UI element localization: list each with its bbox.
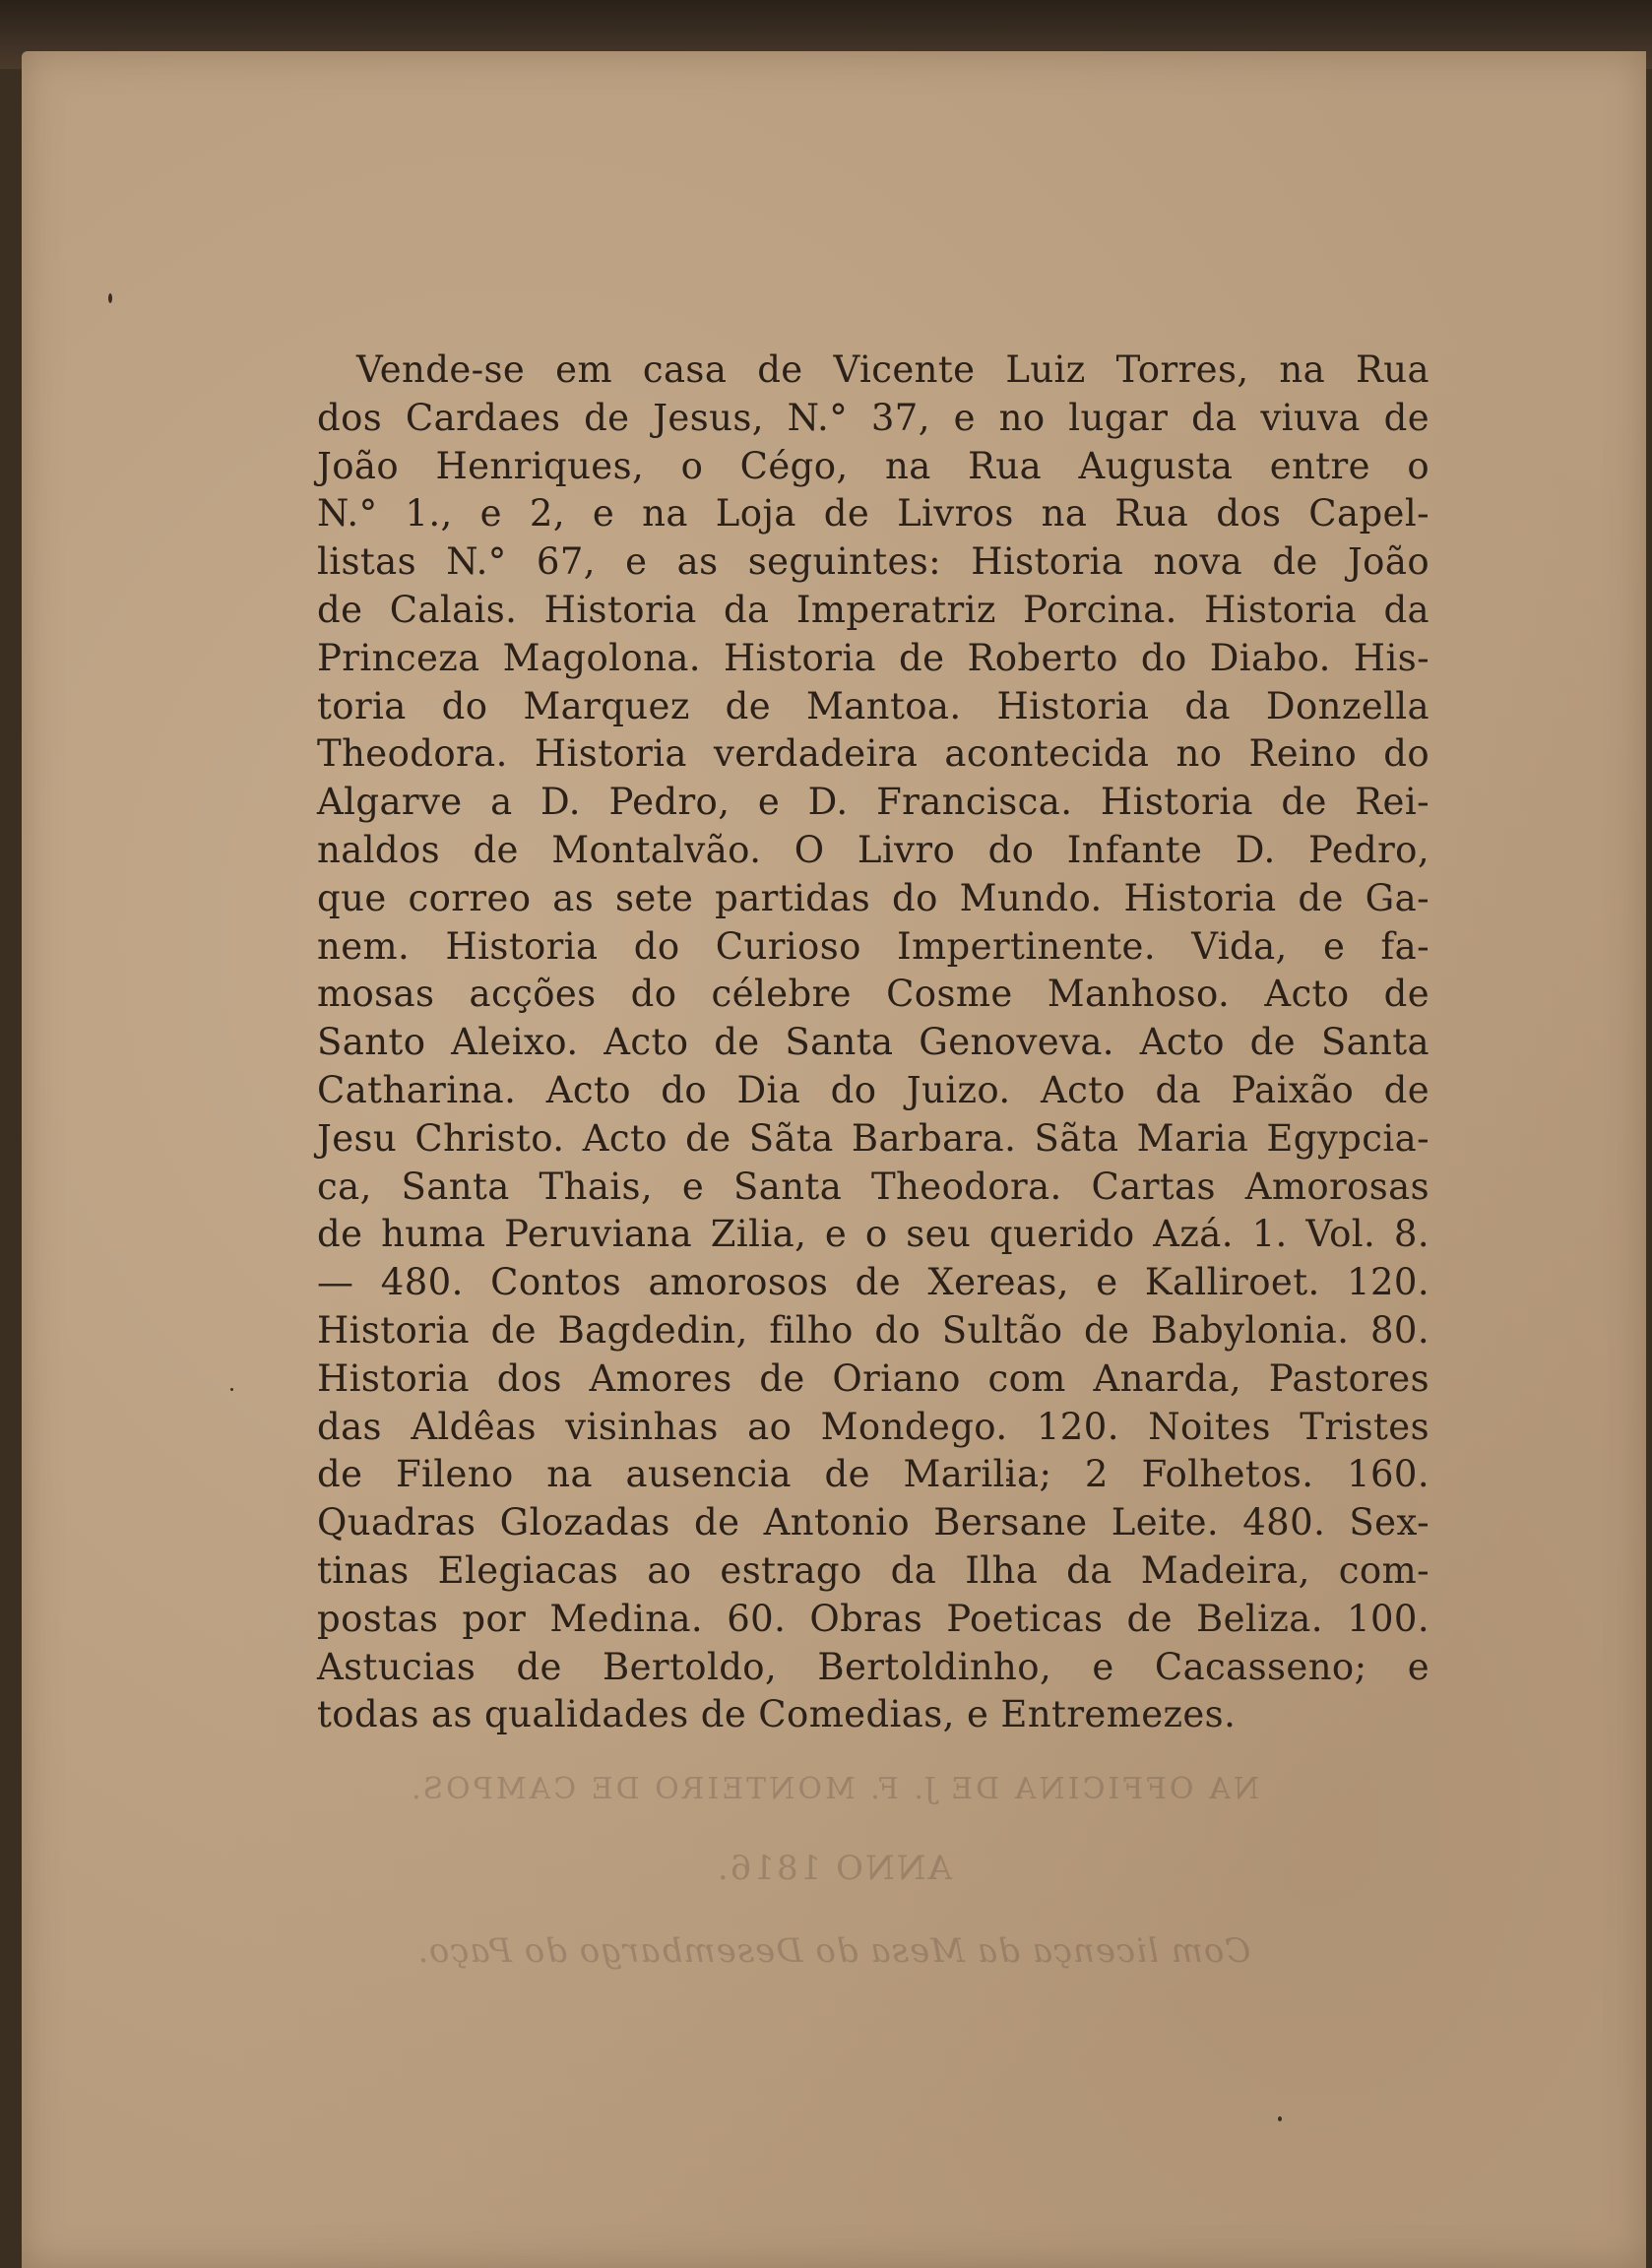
text-line: de huma Peruviana Zilia, e o seu querido Azá. 1. Vol. 8. xyxy=(317,1213,1430,1256)
text-line: mosas acções do célebre Cosme Manhoso. Acto de xyxy=(317,973,1430,1016)
bleed-through-imprint: NA OFFICINA DE J. F. MONTEIRO DE CAMPOS. xyxy=(409,1772,1259,1806)
text-line: Historia de Bagdedin, filho do Sultão de Babylonia. 80. xyxy=(317,1308,1430,1352)
text-line: Astucias de Bertoldo, Bertoldinho, e Cacasseno; e xyxy=(317,1645,1430,1688)
text-line: Vende-se em casa de Vicente Luiz Torres, na Rua xyxy=(356,348,1430,391)
text-line: Historia dos Amores de Oriano com Anarda, Pastores xyxy=(317,1356,1430,1400)
text-line: listas N.° 67, e as seguintes: Historia nova de João xyxy=(317,540,1430,584)
text-line: dos Cardaes de Jesus, N.° 37, e no lugar da viuva de xyxy=(317,396,1430,439)
advertisement-text xyxy=(317,346,1430,1739)
ink-speck xyxy=(108,293,112,303)
text-line: nem. Historia do Curioso Impertinente. Vida, e fa- xyxy=(317,924,1430,968)
text-line: Algarve a D. Pedro, e D. Francisca. Historia de Rei- xyxy=(317,781,1430,824)
text-line: ca, Santa Thais, e Santa Theodora. Cartas Amorosas xyxy=(317,1165,1430,1208)
text-line: naldos de Montalvão. O Livro do Infante D. Pedro, xyxy=(317,828,1430,871)
text-line: de Calais. Historia da Imperatriz Porcina. Historia da xyxy=(317,588,1430,631)
bleed-through-year: ANNO 1816. xyxy=(715,1849,953,1888)
ink-speck xyxy=(1278,2116,1282,2121)
text-line: tinas Elegiacas ao estrago da Ilha da Madeira, com- xyxy=(317,1548,1430,1592)
text-line: postas por Medina. 60. Obras Poeticas de Beliza. 100. xyxy=(317,1597,1430,1640)
text-line: das Aldêas visinhas ao Mondego. 120. Noites Tristes xyxy=(317,1405,1430,1448)
text-line: todas as qualidades de Comedias, e Entremezes. xyxy=(317,1693,1237,1736)
text-line: Princeza Magolona. Historia de Roberto do Diabo. His- xyxy=(317,636,1430,679)
text-line: Quadras Glozadas de Antonio Bersane Leite. 480. Sex- xyxy=(317,1501,1430,1544)
text-line: toria do Marquez de Mantoa. Historia da Donzella xyxy=(317,684,1430,727)
text-line: João Henriques, o Cégo, na Rua Augusta entre o xyxy=(317,444,1430,487)
text-line: Catharina. Acto do Dia do Juizo. Acto da Paixão de xyxy=(317,1068,1430,1111)
text-line: de Fileno na ausencia de Marilia; 2 Folhetos. 160. xyxy=(317,1453,1430,1496)
text-line: que correo as sete partidas do Mundo. Historia de Ga- xyxy=(317,876,1430,919)
text-line: Jesu Christo. Acto de Sãta Barbara. Sãta Maria Egypcia- xyxy=(317,1116,1430,1160)
text-line: Santo Aleixo. Acto de Santa Genoveva. Acto de Santa xyxy=(317,1021,1430,1064)
bleed-through-licence: Com licença da Mesa do Desembargo do Paço. xyxy=(416,1931,1251,1971)
text-line: Theodora. Historia verdadeira acontecida no Reino do xyxy=(317,732,1430,776)
text-line: — 480. Contos amorosos de Xereas, e Kalliroet. 120. xyxy=(317,1261,1430,1304)
text-line: N.° 1., e 2, e na Loja de Livros na Rua dos Capel- xyxy=(317,492,1430,536)
ink-speck xyxy=(230,1388,233,1391)
